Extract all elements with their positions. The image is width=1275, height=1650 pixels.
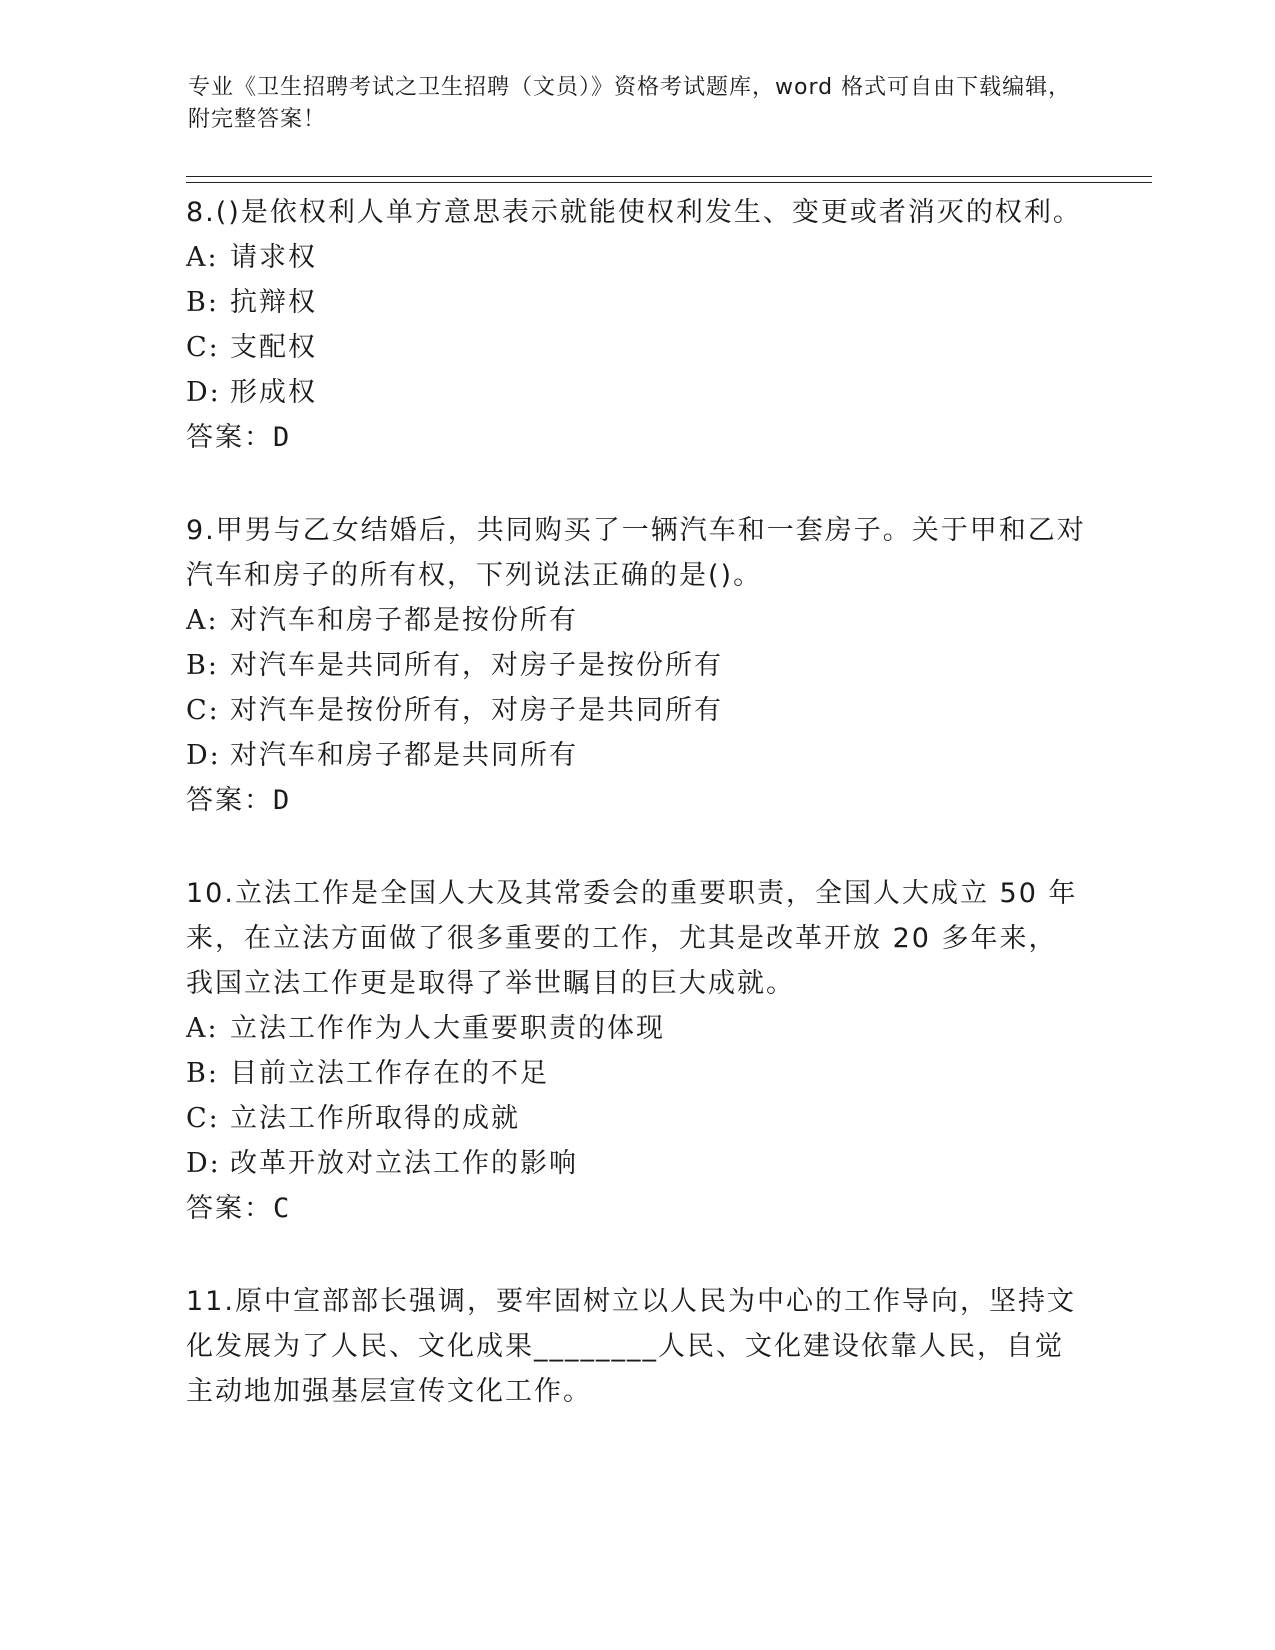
question-9 [186,508,1086,823]
answer-line [186,415,1086,460]
answer-label: 答案： [186,785,273,816]
option-c [186,1096,1086,1141]
header-divider-bottom [186,182,1152,183]
option-letter: B: [186,287,219,318]
option-letter: B: [186,1058,219,1089]
question-stem: 11.原中宣部部长强调，要牢固树立以人民为中心的工作导向，坚持文化发展为了人民、文化成果________人民、文化建设依靠人民，自觉主动地加强基层宣传文化工作。 [186,1286,1076,1407]
option-letter: D: [186,740,221,771]
question-stem: 10.立法工作是全国人大及其常委会的重要职责，全国人大成立 50 年来，在立法方面做了很多重要的工作，尤其是改革开放 20 多年来，我国立法工作更是取得了举世瞩目的巨大成就。 [186,878,1078,999]
document-header [188,72,1088,136]
answer-label: 答案： [186,422,273,453]
option-b [186,643,1086,688]
option-letter: C: [186,332,220,363]
option-d [186,370,1086,415]
option-text: 支配权 [230,332,317,363]
answer-line [186,778,1086,823]
option-d [186,733,1086,778]
option-b [186,280,1086,325]
answer-label: 答案： [186,1193,273,1224]
option-text: 形成权 [230,377,317,408]
option-d [186,1141,1086,1186]
question-10 [186,871,1086,1231]
option-a [186,598,1086,643]
option-c [186,325,1086,370]
option-letter: A: [186,605,219,636]
option-text: 对汽车是共同所有，对房子是按份所有 [230,650,723,681]
option-letter: C: [186,1103,220,1134]
question-11 [186,1279,1086,1414]
question-8 [186,190,1086,460]
answer-line [186,1186,1086,1231]
answer-value: D [273,422,292,453]
option-letter: B: [186,650,219,681]
question-stem: 8.()是依权利人单方意思表示就能使权利发生、变更或者消灭的权利。 [186,197,1082,228]
question-list [186,190,1086,1462]
question-stem: 9.甲男与乙女结婚后，共同购买了一辆汽车和一套房子。关于甲和乙对汽车和房子的所有权，下列说法正确的是()。 [186,515,1086,591]
option-text: 改革开放对立法工作的影响 [230,1148,578,1179]
option-text: 目前立法工作存在的不足 [230,1058,549,1089]
option-text: 请求权 [230,242,317,273]
option-text: 对汽车和房子都是按份所有 [230,605,578,636]
option-letter: A: [186,242,219,273]
option-text: 立法工作所取得的成就 [230,1103,520,1134]
answer-value: C [273,1193,292,1224]
option-letter: D: [186,377,221,408]
option-text: 对汽车是按份所有，对房子是共同所有 [230,695,723,726]
option-a [186,235,1086,280]
option-a [186,1006,1086,1051]
option-text: 抗辩权 [230,287,317,318]
option-c [186,688,1086,733]
header-text: 专业《卫生招聘考试之卫生招聘（文员）》资格考试题库，word 格式可自由下载编辑，附完整答案！ [188,75,1072,132]
option-letter: D: [186,1148,221,1179]
option-text: 立法工作作为人大重要职责的体现 [230,1013,665,1044]
header-divider-top [186,176,1152,177]
option-letter: A: [186,1013,219,1044]
option-text: 对汽车和房子都是共同所有 [230,740,578,771]
option-letter: C: [186,695,220,726]
option-b [186,1051,1086,1096]
answer-value: D [273,785,292,816]
